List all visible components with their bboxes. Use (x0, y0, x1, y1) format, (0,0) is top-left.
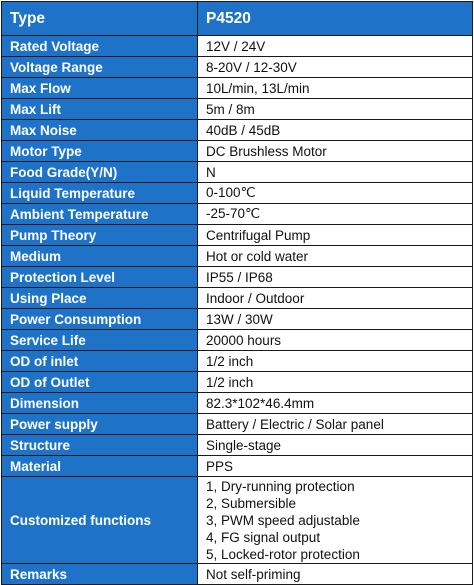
spec-row-using-place (2, 288, 473, 309)
spec-label: Voltage Range (2, 57, 198, 78)
list-item: 4, FG signal output (206, 529, 321, 545)
spec-row-protection-level (2, 267, 473, 288)
header-model: P4520 (198, 2, 473, 36)
spec-value: 1/2 inch (198, 372, 473, 393)
spec-label: Dimension (2, 393, 198, 414)
spec-label: Power supply (2, 414, 198, 435)
spec-row-power-consumption (2, 309, 473, 330)
spec-value: 82.3*102*46.4mm (198, 393, 473, 414)
spec-row-service-life (2, 330, 473, 351)
spec-label: Food Grade(Y/N) (2, 162, 198, 183)
spec-row-medium (2, 246, 473, 267)
spec-label: Max Lift (2, 99, 198, 120)
spec-value: -25-70℃ (198, 204, 473, 225)
spec-value: 12V / 24V (198, 36, 473, 57)
spec-value: DC Brushless Motor (198, 141, 473, 162)
spec-value: IP55 / IP68 (198, 267, 473, 288)
spec-value: 1/2 inch (198, 351, 473, 372)
list-item: 3, PWM speed adjustable (206, 512, 360, 528)
spec-value: 8-20V / 12-30V (198, 57, 473, 78)
spec-label: Service Life (2, 330, 198, 351)
spec-value: 5m / 8m (198, 99, 473, 120)
spec-label: Pump Theory (2, 225, 198, 246)
spec-value: Indoor / Outdoor (198, 288, 473, 309)
spec-row-voltage-range (2, 57, 473, 78)
spec-label: Remarks (2, 564, 198, 585)
customized-functions-list (198, 477, 473, 564)
spec-label: Medium (2, 246, 198, 267)
spec-row-power-supply (2, 414, 473, 435)
spec-label: Material (2, 456, 198, 477)
spec-row-max-flow (2, 78, 473, 99)
spec-value: Hot or cold water (198, 246, 473, 267)
spec-value: 13W / 30W (198, 309, 473, 330)
table-header-row (2, 2, 473, 36)
spec-row-od-outlet (2, 372, 473, 393)
spec-label: Using Place (2, 288, 198, 309)
spec-label: Max Noise (2, 120, 198, 141)
list-item: 5, Locked-rotor protection (206, 546, 360, 562)
spec-row-dimension (2, 393, 473, 414)
spec-label: Ambient Temperature (2, 204, 198, 225)
list-item: 1, Dry-running protection (206, 478, 355, 494)
spec-value: Not self-priming (198, 564, 473, 585)
spec-label: Rated Voltage (2, 36, 198, 57)
header-label: Type (2, 2, 198, 36)
spec-row-max-noise (2, 120, 473, 141)
spec-value: Battery / Electric / Solar panel (198, 414, 473, 435)
spec-row-max-lift (2, 99, 473, 120)
spec-label: Power Consumption (2, 309, 198, 330)
spec-value: 0-100℃ (198, 183, 473, 204)
spec-row-rated-voltage (2, 36, 473, 57)
spec-label: OD of Outlet (2, 372, 198, 393)
spec-value: 40dB / 45dB (198, 120, 473, 141)
spec-label: Customized functions (2, 477, 198, 564)
spec-value: 10L/min, 13L/min (198, 78, 473, 99)
spec-value: 20000 hours (198, 330, 473, 351)
spec-label: OD of inlet (2, 351, 198, 372)
spec-row-ambient-temperature (2, 204, 473, 225)
spec-row-structure (2, 435, 473, 456)
spec-row-pump-theory (2, 225, 473, 246)
spec-value: N (198, 162, 473, 183)
spec-row-liquid-temperature (2, 183, 473, 204)
spec-value: Single-stage (198, 435, 473, 456)
spec-table (1, 1, 473, 585)
spec-row-material (2, 456, 473, 477)
spec-label: Max Flow (2, 78, 198, 99)
spec-row-customized-functions (2, 477, 473, 564)
spec-value: PPS (198, 456, 473, 477)
spec-row-remarks (2, 564, 473, 585)
spec-row-motor-type (2, 141, 473, 162)
spec-label: Liquid Temperature (2, 183, 198, 204)
spec-label: Structure (2, 435, 198, 456)
spec-label: Motor Type (2, 141, 198, 162)
spec-label: Protection Level (2, 267, 198, 288)
spec-value: Centrifugal Pump (198, 225, 473, 246)
spec-row-food-grade (2, 162, 473, 183)
spec-row-od-inlet (2, 351, 473, 372)
list-item: 2, Submersible (206, 495, 297, 511)
